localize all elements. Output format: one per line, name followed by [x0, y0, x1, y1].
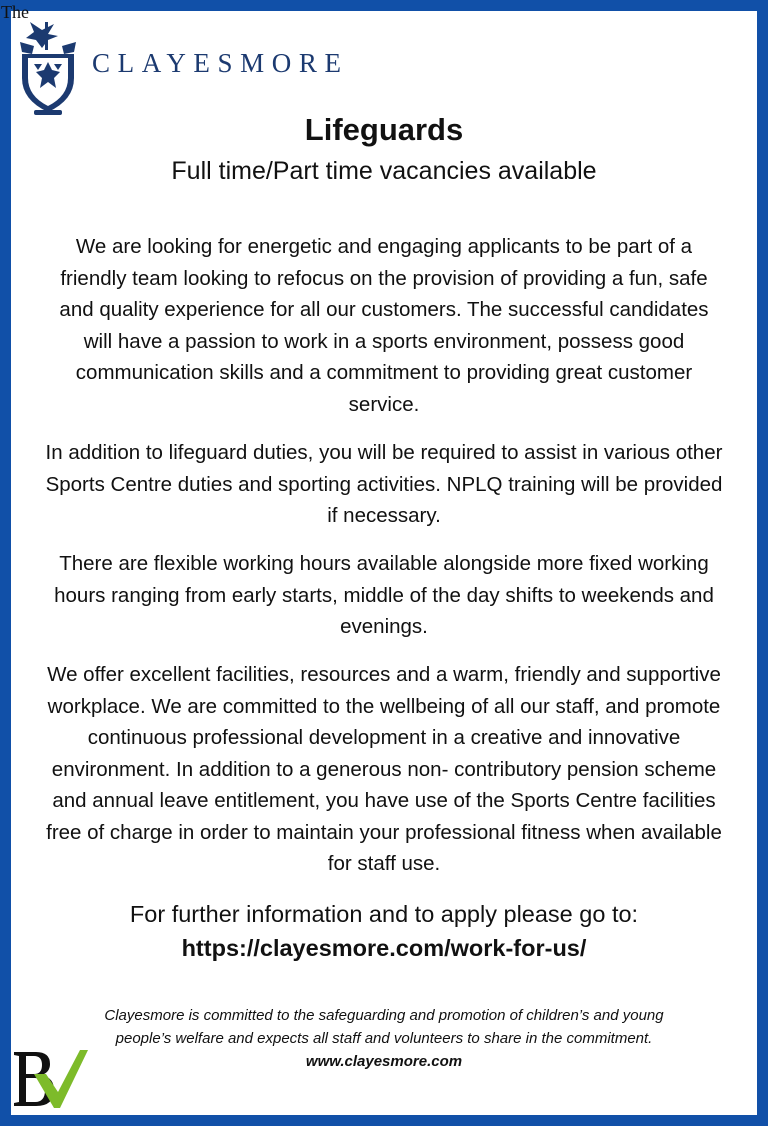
- apply-section: [0, 897, 768, 965]
- bv-logo-icon: [10, 1022, 90, 1112]
- page-title: Lifeguards: [304, 112, 464, 147]
- benefits-paragraph: We offer excellent facilities, resources and a warm, friendly and supportive workplace. We are committed to the wellbeing of all our staff, and promote continuous professional development in a creative and innovative environment. In addition to a generous non- contributory pension scheme and annual leave entitlement, you have use of the Sports Centre facilities free of charge in order to maintain your professional fitness when available for staff use.: [46, 663, 722, 875]
- school-wordmark: CLAYESMORE: [92, 48, 349, 78]
- school-crest-icon: [12, 18, 84, 118]
- website-link[interactable]: www.clayesmore.com: [305, 1053, 463, 1070]
- duties-paragraph: In addition to lifeguard duties, you will be required to assist in various other Sports Centre duties and sporting activities. NPLQ training will be provided if necessary.: [45, 441, 723, 527]
- bv-logo-text: The: [1, 2, 29, 22]
- intro-paragraph: We are looking for energetic and engaging applicants to be part of a friendly team looking to refocus on the provision of providing a fun, safe and quality experience for all our customers. The successful candidates will have a passion to work in a sports environment, possess good communication skills and a commitment to providing great customer service.: [59, 235, 709, 416]
- hours-paragraph: There are flexible working hours available alongside more fixed working hours ranging from early starts, middle of the day shifts to weekends and evenings.: [54, 552, 714, 638]
- footer: [94, 1004, 674, 1073]
- safeguarding-statement: Clayesmore is committed to the safeguarding and promotion of children’s and young people’s welfare and expects all staff and volunteers to share in the commitment.: [104, 1007, 664, 1047]
- page-subtitle: Full time/Part time vacancies available: [171, 157, 597, 185]
- apply-link[interactable]: https://clayesmore.com/work-for-us/: [181, 935, 587, 961]
- apply-text: For further information and to apply please go to:: [129, 901, 639, 927]
